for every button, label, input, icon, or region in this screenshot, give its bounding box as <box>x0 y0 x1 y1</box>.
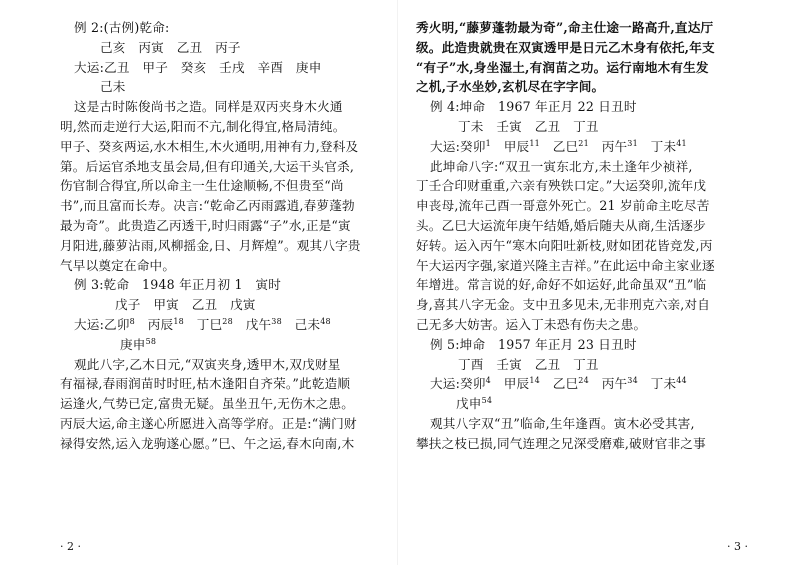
text-line: 头。乙巳大运流年庚午结婚,婚后随夫从商,生活逐步 <box>416 217 706 233</box>
example-4-heading: 例 4:坤命 1967 年正月 22 日丑时 <box>430 99 637 115</box>
text-line: 甲子、癸亥两运,水木相生,木火通明,用神有力,登科及 <box>60 138 359 154</box>
text-line: 书”,而且富而长寿。决言:“乾命乙丙雨露逍,春萝蓬勃 <box>60 198 355 214</box>
example-2-heading: 例 2:(古例)乾命: <box>74 20 170 35</box>
text-line: 丁壬合印财重重,六亲有殃铁口定。”大运癸卯,流年戊 <box>416 178 707 194</box>
example-5-pillars: 丁酉 壬寅 乙丑 丁丑 <box>458 356 599 372</box>
text-line: 禄得安然,运入龙驹遂心愿。”巳、午之运,春木向南,木 <box>60 435 355 451</box>
example-5-heading: 例 5:坤命 1957 年正月 23 日丑时 <box>430 336 637 352</box>
page-right <box>398 0 793 565</box>
dayun-item: 乙巳$^{21}$ <box>552 138 589 154</box>
text-line: 这是古时陈俊尚书之造。同样是双丙夹身木火通 <box>74 99 343 115</box>
dayun-item: 丙午$^{31}$ <box>601 138 638 154</box>
dayun-item: 己未$^{48}$ <box>294 316 331 332</box>
example-4-dayun <box>416 137 748 157</box>
example-2-pillars: 己亥 丙寅 乙丑 丙子 <box>100 39 241 55</box>
example-3-dayun <box>60 315 382 335</box>
text-line: 月阳进,藤萝沾雨,风柳摇金,日、月辉煌”。观其八字贵 <box>60 237 361 253</box>
text-line: 最为奇”。此贵造乙丙透干,时归雨露“子”水,正是“寅 <box>60 217 351 233</box>
example-4-pillars: 丁未 壬寅 乙丑 丁丑 <box>458 118 599 134</box>
text-line: 己无多大妨害。运入丁未恐有伤夫之患。 <box>416 316 647 332</box>
page-number: · 2 · <box>60 540 81 553</box>
text-line: 气早以奠定在命中。 <box>60 257 176 273</box>
dayun-item: 甲辰$^{11}$ <box>503 138 540 154</box>
paragraph-ex3 <box>60 355 382 454</box>
dayun-label: 大运: <box>430 376 461 392</box>
text-line: 攀扶之枝已损,同气连理之兄深受磨难,破财官非之事 <box>416 435 706 451</box>
example-2-dayun-cont: 己未 <box>100 79 126 95</box>
page-number: · 3 · <box>727 540 748 553</box>
text-line: 级。此造贵就贵在双寅透甲是日元乙木身有依托,年支 <box>416 39 715 55</box>
text-line: “有子”水,身坐湿土,有润苗之功。运行南地木有生发 <box>416 59 709 75</box>
dayun-item: 甲辰$^{14}$ <box>503 376 540 392</box>
text-line: 年增进。常言说的好,命好不如运好,此命虽双“丑”临 <box>416 277 707 293</box>
dayun-item: 乙卯$^8$ <box>104 316 135 332</box>
text-line: 午大运丙字强,家道兴隆主吉祥。”在此运中命主家业逐 <box>416 257 715 273</box>
dayun-item: 丁巳$^{28}$ <box>196 316 233 332</box>
text-line: 运逢火,气势已定,富贵无疑。虽坐丑午,无伤木之患。 <box>60 396 355 412</box>
dayun-item: 丙午$^{34}$ <box>601 376 638 392</box>
dayun-item: 癸卯$^1$ <box>460 138 491 154</box>
dayun-item: 丁未$^{41}$ <box>650 138 687 154</box>
text-line: 身,喜其八字无金。支中丑多见未,无非刑克六亲,对自 <box>416 297 711 313</box>
text-line: 观此八字,乙木日元,“双寅夹身,透甲木,双戊财星 <box>74 356 341 372</box>
text-line: 秀火明,“藤萝蓬勃最为奇”,命主仕途一路高升,直达厅 <box>416 20 714 35</box>
dayun-item: 癸卯$^4$ <box>460 376 491 392</box>
dayun-item: 乙巳$^{24}$ <box>552 376 589 392</box>
example-3-heading: 例 3:乾命 1948 年正月初 1 寅时 <box>74 277 282 293</box>
paragraph-ex4 <box>416 157 748 335</box>
dayun-item: 丙辰$^{18}$ <box>147 316 184 332</box>
text-line: 明,然而走逆行大运,阳而不亢,制化得宜,格局清纯。 <box>60 118 346 134</box>
paragraph-ex2 <box>60 97 382 275</box>
text-line: 丙辰大运,命主遂心所愿进入高等学府。正是:“满门财 <box>60 415 357 431</box>
dayun-label: 大运: <box>430 138 461 154</box>
paragraph-ex2-cont <box>416 18 748 97</box>
example-5-dayun-cont: 戊申$^{54}$ <box>456 395 493 412</box>
text-line: 好转。运入丙午“寒木向阳吐新枝,财如团花皆竞发,丙 <box>416 237 713 253</box>
example-2-dayun: 大运:乙丑 甲子 癸亥 壬戌 辛酉 庚申 <box>74 59 322 75</box>
example-3-pillars: 戊子 甲寅 乙丑 戊寅 <box>115 297 256 313</box>
dayun-item: 丁未$^{44}$ <box>650 376 687 392</box>
text-line: 观其八字双“丑”临命,生年逢酉。寅木必受其害, <box>430 415 695 431</box>
paragraph-ex5 <box>416 414 748 454</box>
example-5-dayun <box>416 374 748 394</box>
dayun-label: 大运: <box>74 316 105 332</box>
text-line: 第。后运官杀地支虽会局,但有印通关,大运干头官杀, <box>60 158 355 174</box>
dayun-item: 戊午$^{38}$ <box>245 316 282 332</box>
text-line: 有福禄,春雨润苗时时旺,枯木逢阳自齐荣。”此乾造顺 <box>60 376 351 392</box>
example-3-dayun-cont: 庚申$^{58}$ <box>120 336 157 352</box>
text-line: 伤官制合得宜,所以命主一生仕途顺畅,不但贵至“尚 <box>60 178 344 194</box>
text-line: 申丧母,流年己酉一哥意外死亡。21 岁前命主吃尽苦 <box>416 198 710 214</box>
text-line: 之机,子水坐妙,玄机尽在字字间。 <box>416 79 605 95</box>
text-line: 此坤命八字:“双丑一寅东北方,未土逢年少祯祥, <box>430 158 693 174</box>
